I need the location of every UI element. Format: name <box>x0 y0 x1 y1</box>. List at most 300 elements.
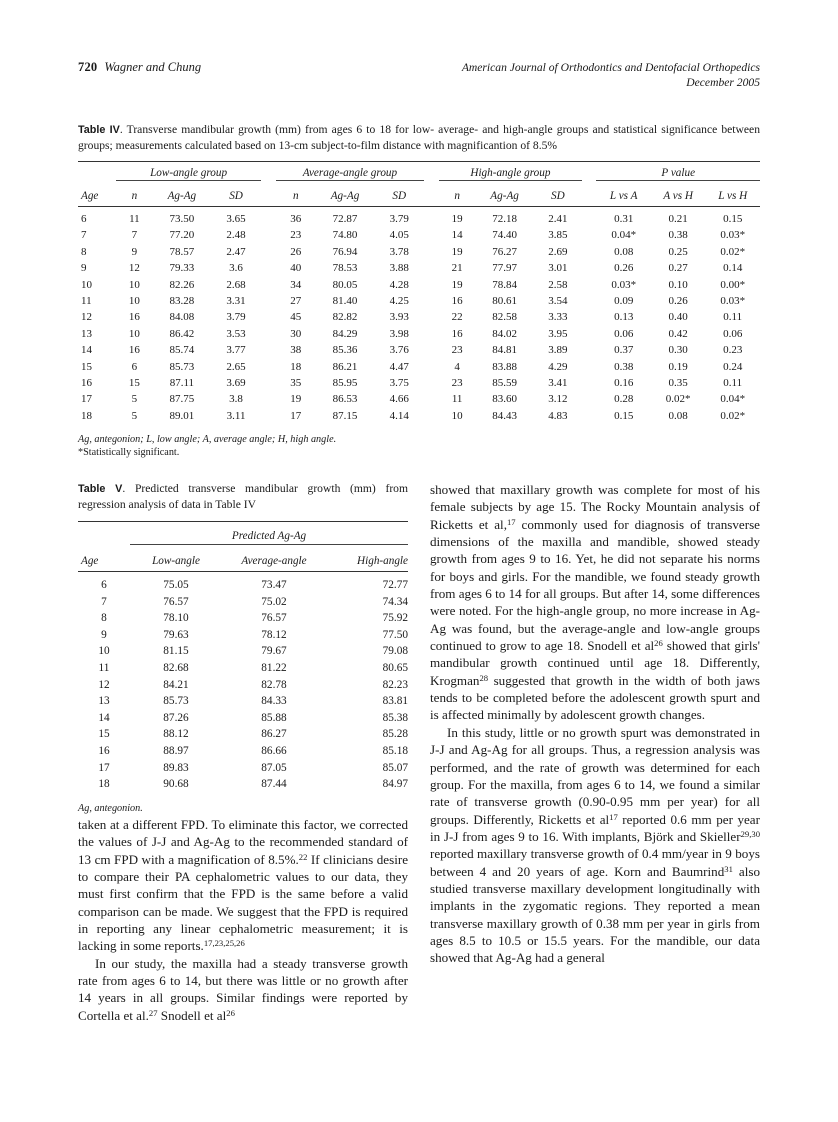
cell-value: 16 <box>451 327 463 340</box>
cell-age: 11 <box>98 662 110 675</box>
cell-value: 0.15 <box>723 213 743 225</box>
cell-value: 19 <box>451 278 463 291</box>
cell-value: 18 <box>290 360 302 373</box>
cell-value: 3.77 <box>226 344 246 357</box>
cell-value: 35 <box>290 376 302 389</box>
cell-value: 0.38 <box>668 229 688 242</box>
cell-value: 82.68 <box>163 662 189 675</box>
paragraph-right-2-part-b: reported 0.6 mm per year in J-J from ages 9 to 16. With implants, Björk and Skieller <box>430 811 760 844</box>
cell-value: 0.42 <box>668 327 688 340</box>
cell-value: 38 <box>290 344 302 357</box>
cell-value: 7 <box>131 229 138 242</box>
cell-value: 0.38 <box>614 360 634 373</box>
cell-value: 23 <box>290 229 302 242</box>
cell-value: 74.80 <box>332 229 358 242</box>
cell-value: 4.14 <box>389 409 409 422</box>
cell-value: 0.11 <box>723 376 743 389</box>
cell-value: 84.97 <box>382 778 408 791</box>
table-4-group-header-row <box>78 161 760 180</box>
table-row <box>78 276 760 292</box>
table-row <box>78 593 408 610</box>
table-5-footnote-abbrev <box>78 802 408 815</box>
cell-spacer <box>261 358 275 374</box>
cell-value: 90.68 <box>163 778 189 791</box>
cell-spacer <box>424 309 438 325</box>
cell-value: 14 <box>451 229 463 242</box>
cell-value: 81.22 <box>261 662 287 675</box>
cell-value: 10 <box>451 409 463 422</box>
cell-value: 0.03* <box>720 294 746 307</box>
cell-value: 40 <box>290 262 302 275</box>
cell-value: 0.21 <box>668 213 688 225</box>
group-header-high-angle: High-angle group <box>439 161 583 180</box>
table-5-column-header-row <box>78 544 408 571</box>
cell-value: 0.37 <box>614 344 634 357</box>
page-number: 720 <box>78 60 98 74</box>
cell-value: 0.27 <box>668 262 688 275</box>
cell-value: 0.03* <box>611 278 637 291</box>
cell-value: 0.09 <box>614 294 634 307</box>
cell-value: 86.27 <box>261 728 287 741</box>
cell-value: 23 <box>451 376 463 389</box>
cell-spacer <box>424 375 438 391</box>
citation-ref-17: 17 <box>609 811 618 822</box>
cell-value: 2.41 <box>548 213 568 225</box>
cell-value: 3.79 <box>226 311 246 324</box>
cell-value: 4.83 <box>548 409 568 422</box>
cell-value: 0.04* <box>720 393 746 406</box>
issue-date: December 2005 <box>686 76 760 89</box>
col-header-low-angle: Low-angle <box>152 554 200 567</box>
cell-spacer <box>582 260 596 276</box>
cell-value: 81.40 <box>332 294 358 307</box>
cell-age: 12 <box>98 678 110 691</box>
cell-value: 10 <box>128 327 140 340</box>
cell-value: 4.05 <box>389 229 409 242</box>
cell-value: 4.25 <box>389 294 409 307</box>
cell-value: 89.83 <box>163 761 189 774</box>
paragraph-left-1-part-b: If clinicians desire to compare their PA cephalometric values to our data, they must first confirm that the FPD is the same before a valid comparison can be made. We suggest that the FPD is required in reporting any linear cephalometric measurement; it is lacking in some reports. <box>78 851 408 954</box>
table-4-footnote-abbrev-text: Ag, antegonion; L, low angle; A, average angle; H, high angle. <box>78 433 337 445</box>
table-row <box>78 244 760 260</box>
cell-value: 3.31 <box>226 294 246 307</box>
cell-value: 75.02 <box>261 595 287 608</box>
cell-value: 78.10 <box>163 612 189 625</box>
cell-value: 73.47 <box>261 579 287 592</box>
cell-value: 85.18 <box>382 745 408 758</box>
cell-value: 0.14 <box>723 262 743 275</box>
cell-value: 74.40 <box>492 229 517 242</box>
cell-value: 0.23 <box>723 344 743 357</box>
cell-value: 0.06 <box>614 327 634 340</box>
table-row <box>78 358 760 374</box>
cell-value: 22 <box>451 311 463 324</box>
running-head-right <box>462 60 760 90</box>
cell-value: 87.11 <box>169 376 195 389</box>
cell-value: 83.60 <box>492 393 517 406</box>
cell-value: 3.6 <box>229 262 243 275</box>
cell-value: 84.21 <box>163 678 189 691</box>
cell-value: 77.50 <box>382 628 408 641</box>
cell-value: 87.05 <box>261 761 287 774</box>
cell-value: 89.01 <box>169 409 195 422</box>
cell-value: 82.78 <box>261 678 287 691</box>
cell-value: 3.79 <box>389 213 409 225</box>
cell-value: 78.57 <box>169 245 195 258</box>
paragraph-right-1-part-b: commonly used for diagnosis of transverse dimensions of the maxilla and mandible, showed steady growth from ages 9 to 16. Yet, he did not separate his norms for boys and girls. For the mandible, we found steady growth from ages 6 to 14 for all groups. But after 14, some differences were noted. For the high-angle group, no more increase in Ag-Ag was found, but the average-angle and low-angle groups continued to grow to age 18. Snodell et al <box>430 516 760 654</box>
table-row <box>78 710 408 727</box>
cell-spacer <box>582 391 596 407</box>
cell-spacer <box>261 309 275 325</box>
cell-spacer <box>582 326 596 342</box>
cell-value: 10 <box>128 278 140 291</box>
cell-spacer <box>582 358 596 374</box>
cell-value: 87.15 <box>332 409 358 422</box>
paragraph-left-2-part-a: In our study, the maxilla had a steady transverse growth rate from ages 6 to 14, but there was little or no growth after 14 years in all groups. Similar findings were reported by Cortella et al. <box>78 955 408 1023</box>
cell-value: 3.85 <box>548 229 568 242</box>
cell-value: 12 <box>128 262 140 275</box>
citation-ref-17: 17 <box>506 516 516 527</box>
cell-spacer <box>261 244 275 260</box>
col-header-l-vs-a: L vs A <box>609 189 638 202</box>
cell-spacer <box>261 391 275 407</box>
cell-value: 86.53 <box>332 393 358 406</box>
cell-spacer <box>261 342 275 358</box>
running-head-authors: Wagner and Chung <box>104 60 202 74</box>
paragraph-right-2-part-d: also studied transverse maxillary development longitudinally with implants in the zygomatic regions. They reported a mean transverse maxillary growth of 0.38 mm per year in girls from ages 8.5 to 10.5 or 15.5 years. For the mandible, our data showed that Ag-Ag had a general <box>430 863 760 966</box>
cell-age: 6 <box>81 213 87 225</box>
table-5-group-header-row <box>78 521 408 544</box>
cell-value: 0.25 <box>668 245 688 258</box>
col-header-n-low: n <box>131 189 138 202</box>
cell-value: 79.08 <box>382 645 408 658</box>
cell-value: 77.97 <box>492 262 517 275</box>
cell-value: 4.28 <box>389 278 409 291</box>
cell-value: 87.44 <box>261 778 287 791</box>
cell-age: 10 <box>81 278 92 291</box>
cell-value: 3.95 <box>548 327 568 340</box>
cell-value: 72.87 <box>332 213 358 225</box>
cell-value: 81.15 <box>163 645 189 658</box>
cell-value: 84.29 <box>332 327 358 340</box>
table-4-body <box>78 206 760 428</box>
cell-spacer <box>582 342 596 358</box>
table-row <box>78 227 760 243</box>
cell-value: 4.29 <box>548 360 568 373</box>
cell-spacer <box>261 206 275 227</box>
cell-value: 73.50 <box>169 213 195 225</box>
cell-value: 3.8 <box>229 393 243 406</box>
cell-value: 0.26 <box>614 262 634 275</box>
cell-age: 6 <box>101 579 107 592</box>
cell-spacer <box>261 227 275 243</box>
cell-value: 3.53 <box>226 327 246 340</box>
cell-spacer <box>424 244 438 260</box>
table-4-footnote-star: *Statistically significant. <box>78 446 180 458</box>
cell-value: 4 <box>454 360 460 373</box>
cell-age: 10 <box>98 645 110 658</box>
col-header-agag-avg: Ag-Ag <box>330 189 360 202</box>
cell-spacer <box>582 375 596 391</box>
table-row <box>78 206 760 227</box>
cell-value: 85.07 <box>382 761 408 774</box>
cell-value: 3.11 <box>226 409 246 422</box>
cell-value: 75.05 <box>163 579 189 592</box>
cell-value: 3.65 <box>226 213 246 225</box>
cell-value: 80.05 <box>332 278 358 291</box>
col-header-l-vs-h: L vs H <box>718 189 748 202</box>
cell-value: 2.68 <box>226 278 246 291</box>
cell-value: 84.33 <box>261 695 287 708</box>
cell-value: 4.66 <box>389 393 409 406</box>
cell-age: 8 <box>101 612 107 625</box>
cell-value: 3.41 <box>548 376 568 389</box>
cell-value: 74.34 <box>382 595 408 608</box>
cell-value: 0.08 <box>614 245 634 258</box>
cell-spacer <box>424 293 438 309</box>
cell-spacer <box>582 309 596 325</box>
cell-spacer <box>261 260 275 276</box>
group-header-p-value: P value <box>596 161 760 180</box>
cell-value: 2.65 <box>226 360 246 373</box>
cell-value: 36 <box>290 213 302 225</box>
table-4-footnote-abbrev <box>78 433 760 446</box>
table-5-grid <box>78 521 408 797</box>
cell-value: 16 <box>451 294 463 307</box>
col-header-n-high: n <box>454 189 460 202</box>
cell-age: 15 <box>81 360 92 373</box>
cell-age: 16 <box>81 376 92 389</box>
table-row <box>78 643 408 660</box>
cell-value: 78.12 <box>261 628 287 641</box>
cell-spacer <box>582 293 596 309</box>
paragraph-right-2-part-c: reported maxillary transverse growth of 0.4 mm/year in 9 boys between 4 and 20 years of age. Korn and Baumrind <box>430 846 760 879</box>
cell-value: 0.00* <box>720 278 746 291</box>
cell-value: 88.12 <box>163 728 189 741</box>
cell-value: 11 <box>129 213 140 225</box>
cell-spacer <box>424 358 438 374</box>
cell-value: 3.69 <box>226 376 246 389</box>
cell-value: 85.74 <box>169 344 195 357</box>
cell-value: 2.48 <box>226 229 246 242</box>
cell-age: 7 <box>81 229 87 242</box>
paragraph-right-2 <box>430 724 760 967</box>
table-row <box>78 759 408 776</box>
cell-age: 14 <box>98 711 110 724</box>
col-header-average-angle: Average-angle <box>241 554 307 567</box>
body-column-left <box>78 816 408 1024</box>
cell-spacer <box>582 206 596 227</box>
col-header-sd-high: SD <box>551 189 565 202</box>
table-4-caption-text: . Transverse mandibular growth (mm) from ages 6 to 18 for low- average- and high-angle groups and statistical significance between groups; measurements calculated based on 13-cm subject-to-film distance with magnificantion of 8.5% <box>78 123 760 153</box>
table-row <box>78 693 408 710</box>
table-row <box>78 375 760 391</box>
table-row <box>78 743 408 760</box>
cell-value: 80.61 <box>492 294 517 307</box>
group-header-low-angle: Low-angle group <box>116 161 261 180</box>
cell-age: 17 <box>98 761 110 774</box>
cell-value: 0.02* <box>665 393 691 406</box>
col-header-a-vs-h: A vs H <box>663 189 693 202</box>
cell-value: 79.33 <box>169 262 195 275</box>
journal-title: American Journal of Orthodontics and Dentofacial Orthopedics <box>461 61 760 74</box>
cell-value: 0.26 <box>668 294 688 307</box>
cell-value: 0.15 <box>614 409 634 422</box>
cell-value: 86.42 <box>169 327 195 340</box>
cell-value: 85.73 <box>169 360 195 373</box>
cell-value: 3.75 <box>389 376 409 389</box>
cell-value: 23 <box>451 344 463 357</box>
table-5-footnotes <box>78 802 408 815</box>
cell-value: 85.88 <box>261 711 287 724</box>
table-4-footnotes <box>78 433 760 459</box>
paragraph-left-2-part-b: Snodell et al <box>157 1007 227 1023</box>
paragraph-right-1 <box>430 481 760 724</box>
cell-value: 83.81 <box>382 695 408 708</box>
cell-spacer <box>582 408 596 428</box>
cell-value: 0.04* <box>611 229 637 242</box>
cell-spacer <box>424 260 438 276</box>
cell-value: 3.76 <box>389 344 409 357</box>
table-row <box>78 676 408 693</box>
cell-value: 0.11 <box>723 311 743 324</box>
paragraph-left-2 <box>78 955 408 1024</box>
cell-value: 3.98 <box>389 327 409 340</box>
table-4-label: Table IV <box>78 124 120 136</box>
table-row <box>78 342 760 358</box>
cell-value: 3.93 <box>389 311 409 324</box>
cell-value: 0.35 <box>668 376 688 389</box>
cell-value: 0.30 <box>668 344 688 357</box>
cell-value: 82.26 <box>169 278 195 291</box>
paragraph-right-2-part-a: In this study, little or no growth spurt was demonstrated in J-J and Ag-Ag for all groups. Thus, a regression analysis was performed, and the rate of growth was determined for each group. For the maxilla, from ages 6 to 14, we found a similar rate of transverse growth (0.90-0.95 mm per year) for all groups. Differently, Ricketts et al <box>430 724 760 827</box>
citation-ref-26: 26 <box>226 1007 235 1018</box>
cell-age: 9 <box>81 262 87 275</box>
cell-value: 76.27 <box>492 245 517 258</box>
cell-value: 0.16 <box>614 376 634 389</box>
citation-ref-29-30: 29,30 <box>740 829 760 840</box>
table-4 <box>78 122 760 459</box>
table-row <box>78 627 408 644</box>
cell-age: 7 <box>101 595 107 608</box>
cell-value: 3.01 <box>548 262 568 275</box>
cell-value: 0.28 <box>614 393 634 406</box>
table-row <box>78 726 408 743</box>
cell-value: 85.36 <box>332 344 358 357</box>
table-5 <box>78 481 408 815</box>
cell-age: 13 <box>98 695 110 708</box>
table-5-caption <box>78 481 408 513</box>
table-5-caption-text: . Predicted transverse mandibular growth (mm) from regression analysis of data in Table IV <box>78 482 408 512</box>
cell-value: 4.47 <box>389 360 409 373</box>
cell-spacer <box>582 227 596 243</box>
table-row <box>78 326 760 342</box>
cell-value: 76.94 <box>332 245 358 258</box>
running-head <box>78 60 760 106</box>
citation-ref-31: 31 <box>724 863 733 874</box>
table-row <box>78 660 408 677</box>
cell-value: 86.21 <box>332 360 358 373</box>
cell-value: 3.89 <box>548 344 568 357</box>
cell-value: 84.08 <box>169 311 195 324</box>
table-row <box>78 571 408 593</box>
cell-value: 34 <box>290 278 302 291</box>
cell-value: 0.03* <box>720 229 746 242</box>
cell-value: 85.73 <box>163 695 189 708</box>
cell-value: 80.65 <box>382 662 408 675</box>
cell-value: 87.75 <box>169 393 195 406</box>
col-header-age: Age <box>81 189 99 202</box>
cell-age: 9 <box>101 628 107 641</box>
cell-value: 27 <box>290 294 302 307</box>
cell-value: 0.31 <box>614 213 634 225</box>
table-row <box>78 293 760 309</box>
cell-spacer <box>424 342 438 358</box>
paragraph-right-1-part-d: suggested that growth in the width of both jaws tends to be completed before the adolescent growth spurt and is affected minimally by adolescent growth changes. <box>430 672 760 723</box>
cell-value: 3.12 <box>548 393 568 406</box>
cell-value: 3.78 <box>389 245 409 258</box>
cell-value: 2.47 <box>226 245 246 258</box>
cell-value: 3.88 <box>389 262 409 275</box>
cell-value: 82.82 <box>332 311 358 324</box>
cell-spacer <box>424 276 438 292</box>
cell-spacer <box>424 326 438 342</box>
cell-value: 85.59 <box>492 376 517 389</box>
table-row <box>78 408 760 428</box>
col-header-high-angle: High-angle <box>357 554 408 567</box>
cell-spacer <box>424 408 438 428</box>
cell-value: 11 <box>451 393 463 406</box>
col-header-agag-high: Ag-Ag <box>490 189 519 202</box>
cell-value: 30 <box>290 327 302 340</box>
cell-value: 72.77 <box>382 579 408 592</box>
cell-spacer <box>261 408 275 428</box>
paragraph-left-1-part-a: taken at a different FPD. To eliminate this factor, we corrected the values of J-J and Ag-Ag to the recommended standard of 13 cm FPD with a magnification of 8.5%. <box>78 817 408 867</box>
cell-value: 86.66 <box>261 745 287 758</box>
cell-value: 84.02 <box>492 327 517 340</box>
cell-value: 83.28 <box>169 294 195 307</box>
cell-value: 85.38 <box>382 711 408 724</box>
table-4-caption <box>78 122 760 154</box>
cell-value: 2.58 <box>548 278 568 291</box>
paragraph-right-1-part-a: showed that maxillary growth was complete for most of his female subjects by age 15. The Rocky Mountain analysis of Ricketts et al, <box>430 482 760 532</box>
cell-value: 79.67 <box>261 645 287 658</box>
cell-value: 19 <box>451 213 463 225</box>
cell-value: 0.08 <box>668 409 688 422</box>
cell-value: 6 <box>131 360 138 373</box>
cell-value: 19 <box>451 245 463 258</box>
cell-value: 10 <box>128 294 140 307</box>
cell-value: 0.02* <box>720 245 746 258</box>
cell-value: 15 <box>128 376 140 389</box>
cell-age: 8 <box>81 245 87 258</box>
cell-spacer <box>424 391 438 407</box>
cell-value: 84.43 <box>492 409 517 422</box>
cell-age: 14 <box>81 344 92 357</box>
table-row <box>78 391 760 407</box>
cell-age: 16 <box>98 745 110 758</box>
cell-value: 82.23 <box>382 678 408 691</box>
citation-ref-27: 27 <box>148 1007 158 1018</box>
cell-value: 0.19 <box>668 360 688 373</box>
cell-value: 19 <box>290 393 302 406</box>
cell-value: 2.69 <box>548 245 568 258</box>
cell-value: 75.92 <box>382 612 408 625</box>
cell-value: 0.13 <box>614 311 634 324</box>
col-header-sd-low: SD <box>229 189 243 202</box>
table-4-column-header-row <box>78 180 760 206</box>
group-header-predicted-agag: Predicted Ag-Ag <box>130 521 408 544</box>
